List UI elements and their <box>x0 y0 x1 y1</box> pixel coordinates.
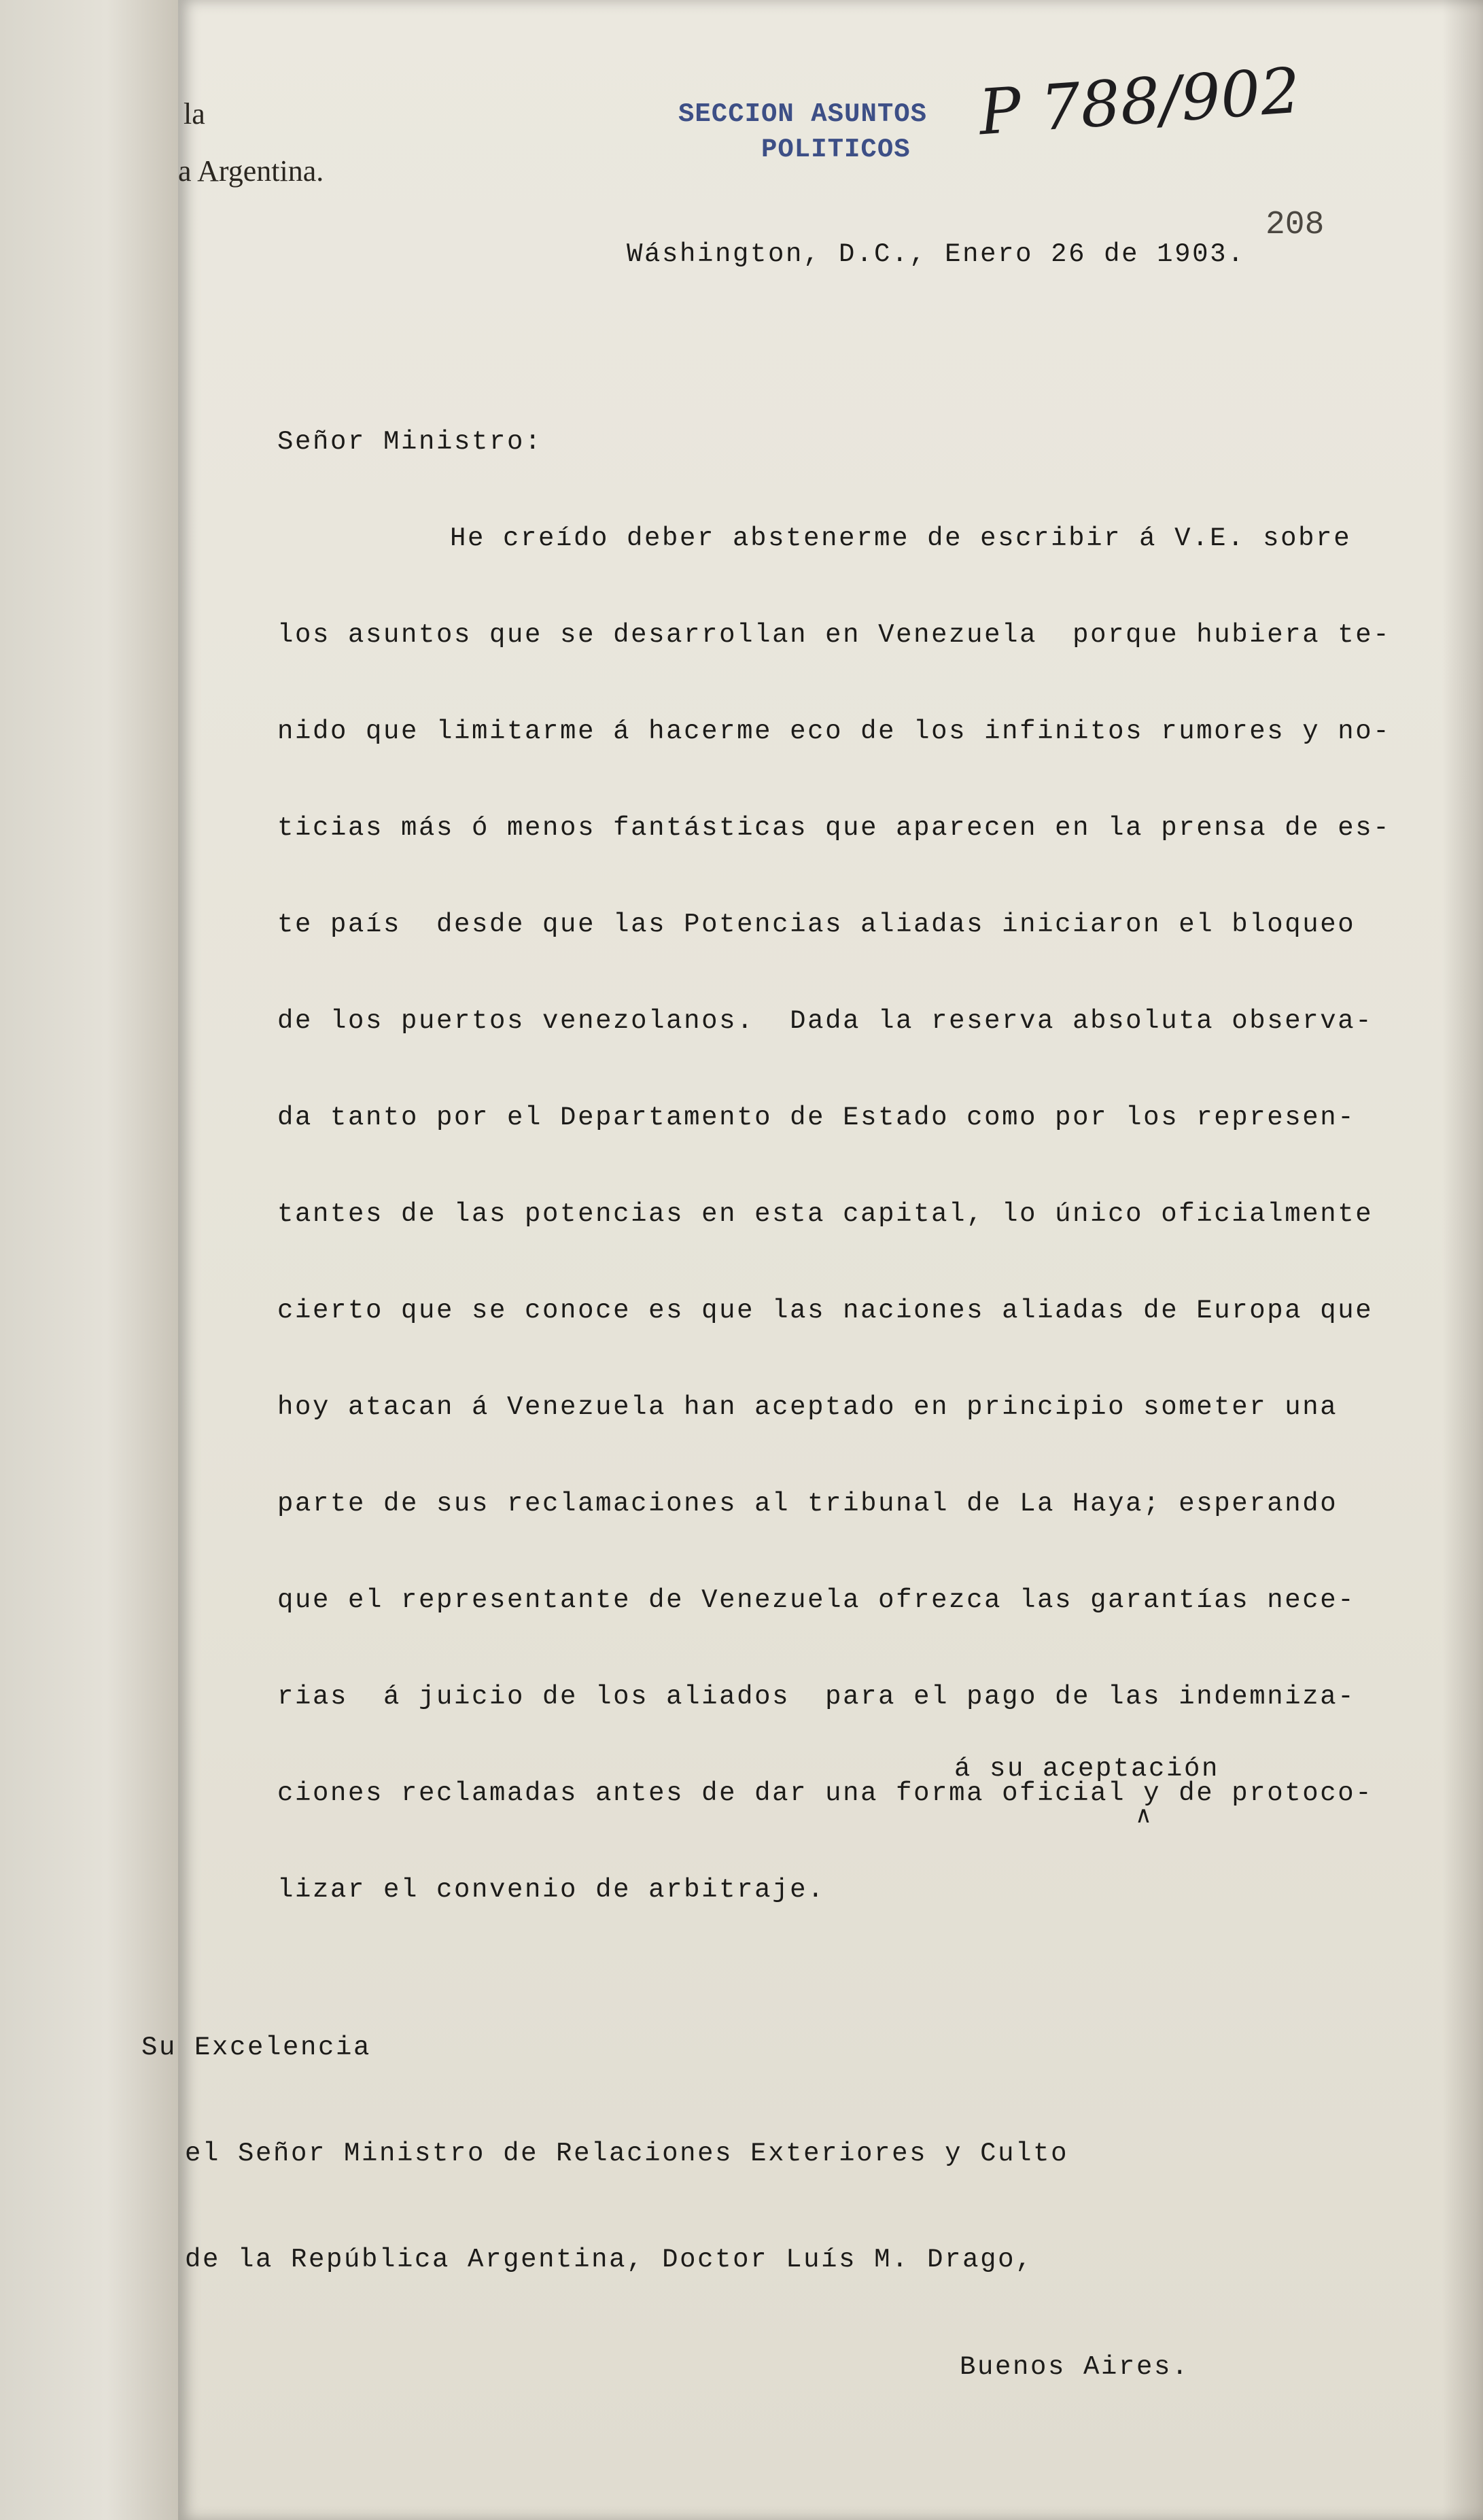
body-line: rias á juicio de los aliados para el pago de las indemniza- <box>277 1682 1356 1712</box>
body-line: He creído deber abstenerme de escribir á V.E. sobre <box>450 523 1352 553</box>
letter-date: Wáshington, D.C., Enero 26 de 1903. <box>627 239 1246 269</box>
body-line: los asuntos que se desarrollan en Venezuela porque hubiera te- <box>277 620 1391 650</box>
addressee-city: Buenos Aires. <box>960 2352 1190 2382</box>
addressee-line: el Señor Ministro de Relaciones Exteriores y Culto <box>185 2139 1069 2169</box>
stamp-line-2: POLITICOS <box>761 135 911 165</box>
body-line: que el representante de Venezuela ofrezca las garantías nece- <box>277 1585 1356 1615</box>
salutation: Señor Ministro: <box>277 427 543 457</box>
body-line: de los puertos venezolanos. Dada la reserva absoluta observa- <box>277 1006 1374 1036</box>
body-line: nido que limitarme á hacerme eco de los infinitos rumores y no- <box>277 717 1391 746</box>
letterhead-line-2: a Argentina. <box>178 154 324 188</box>
body-line: lizar el convenio de arbitraje. <box>277 1875 826 1905</box>
body-line: cierto que se conoce es que las naciones aliadas de Europa que <box>277 1296 1374 1326</box>
addressee-line: de la República Argentina, Doctor Luís M. Drago, <box>185 2245 1034 2275</box>
interlinear-insertion: á su aceptación <box>954 1754 1220 1784</box>
stamp-line-1: SECCION ASUNTOS <box>678 99 928 129</box>
facing-page <box>0 0 178 2520</box>
folio-number: 208 <box>1266 207 1325 243</box>
insertion-caret-icon: ∧ <box>1135 1801 1152 1829</box>
body-line: ticias más ó menos fantásticas que aparecen en la prensa de es- <box>277 813 1391 843</box>
body-line: da tanto por el Departamento de Estado como por los represen- <box>277 1103 1356 1133</box>
letterhead-line-1: la <box>184 97 205 131</box>
body-line: parte de sus reclamaciones al tribunal de La Haya; esperando <box>277 1489 1338 1519</box>
body-line: ciones reclamadas antes de dar una forma oficial y de protoco- <box>277 1778 1374 1808</box>
body-line: te país desde que las Potencias aliadas iniciaron el bloqueo <box>277 910 1356 939</box>
body-line: hoy atacan á Venezuela han aceptado en principio someter una <box>277 1392 1338 1422</box>
page-edge-shadow <box>1442 0 1483 2520</box>
handwritten-reference: P 788/902 <box>976 54 1303 150</box>
addressee-line: Su Excelencia <box>141 2033 372 2062</box>
body-line: tantes de las potencias en esta capital, lo único oficialmente <box>277 1199 1374 1229</box>
